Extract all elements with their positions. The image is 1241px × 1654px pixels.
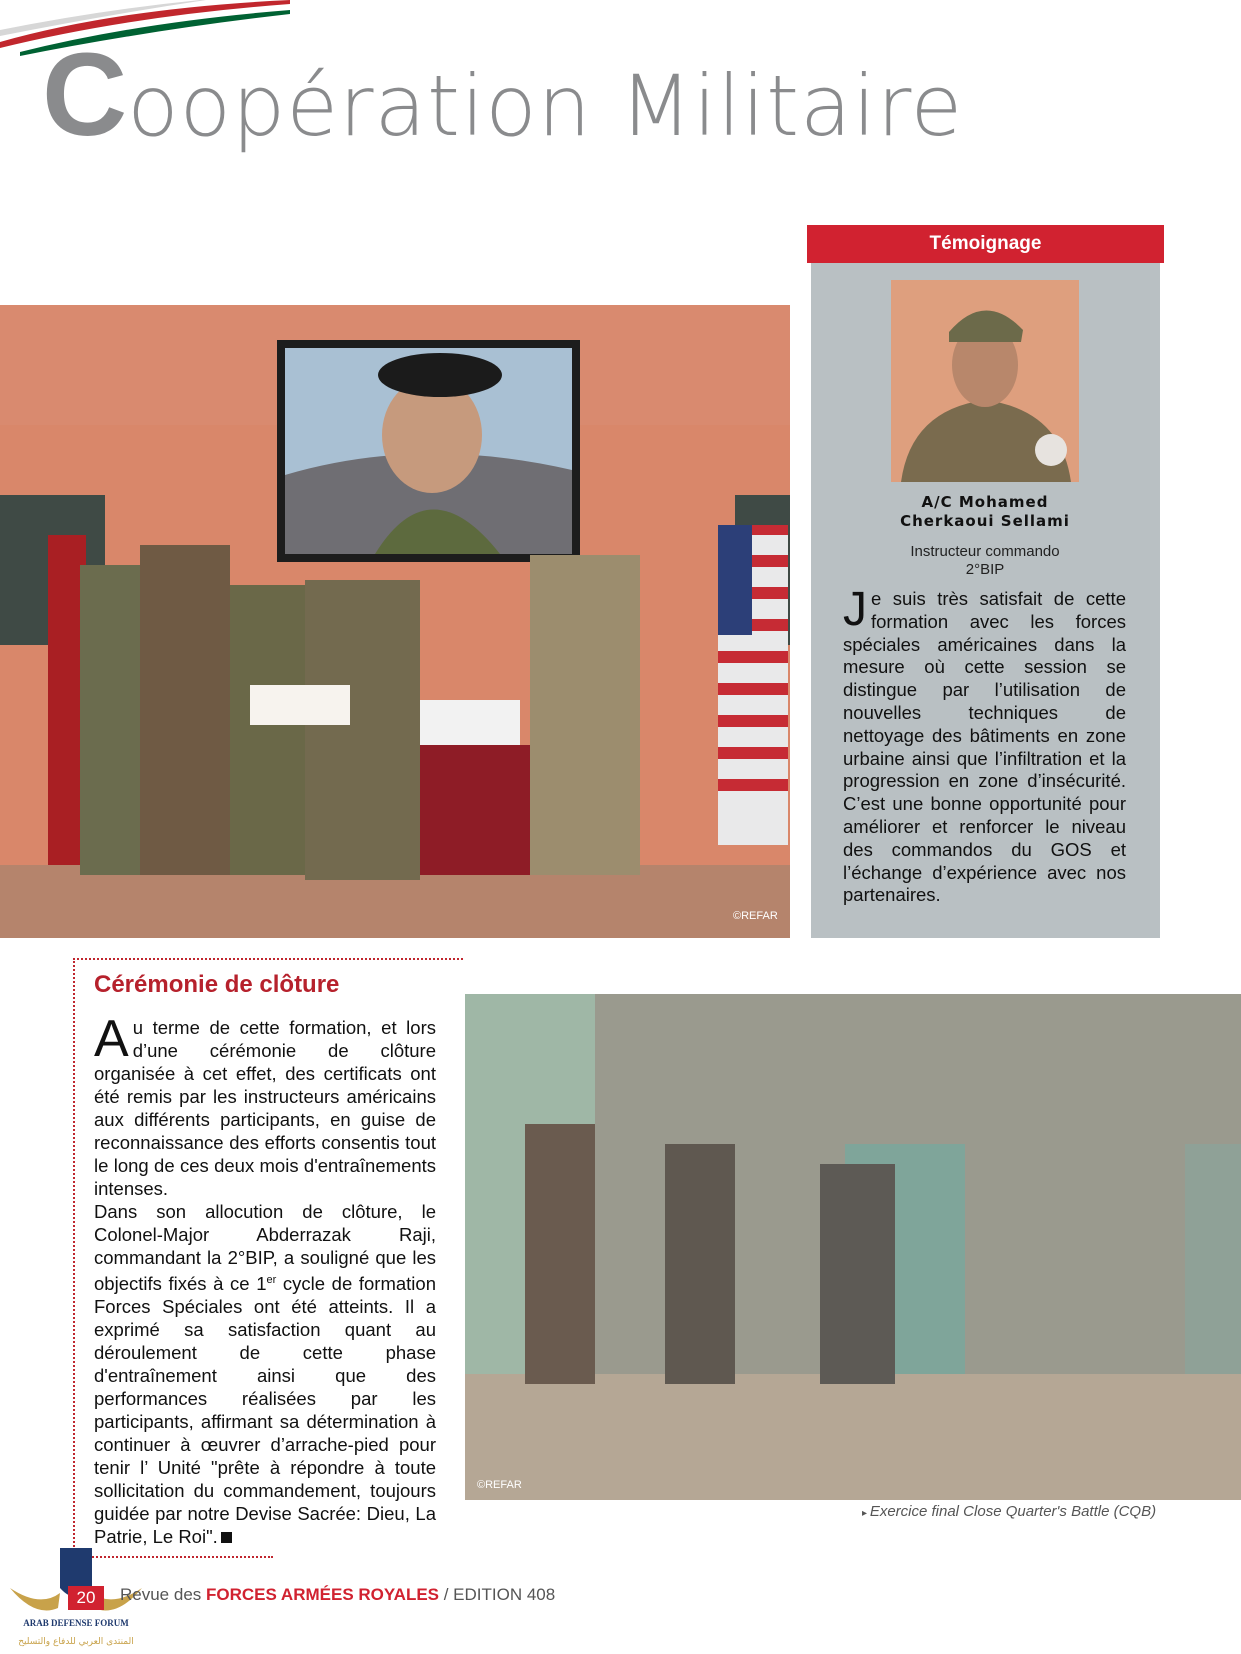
person-role [840, 543, 1130, 579]
person-name [840, 493, 1130, 531]
ceremony-photo [0, 305, 790, 938]
person-name-line2: Cherkaoui Sellami [900, 512, 1070, 530]
article-para2-b: cycle de formation Forces Spéciales ont été atteints. Il a exprimé sa satisfaction quant au déroulement de cette phase d'entraînement ainsi que des performances réalisées par les participants, affirmant sa détermination à continuer à œuvrer d’arrache-pied pour tenir l’ Unité "prête à répondre à toute sollicitation du commandement, toujours guidée par notre Devise Sacrée: Dieu, La Patrie, Le Roi". [94, 1273, 436, 1548]
title-rest: oopération Militaire [127, 57, 964, 155]
footer-publication [120, 1585, 555, 1605]
article-paragraph-2 [94, 1200, 436, 1548]
testimony-dropcap: J [843, 583, 867, 636]
article-para1-text: u terme de cette formation, et lors d’une cérémonie de clôture organisée à cet effet, des certificats ont été remis par les instructeurs américains aux différents participants, en guise de reconnaissance des efforts consentis tout le long de ces deux mois d'entraînements intenses. [94, 1017, 436, 1199]
testimony-header: Témoignage [807, 225, 1164, 263]
article-border-left [73, 958, 75, 1558]
person-role-line1: Instructeur commando [910, 543, 1060, 560]
photo-credit: ©REFAR [733, 910, 778, 922]
article-title: Cérémonie de clôture [94, 971, 340, 998]
page-number: 20 [68, 1586, 104, 1610]
svg-text:ARAB DEFENSE FORUM: ARAB DEFENSE FORUM [23, 1618, 129, 1628]
title-initial: C [42, 29, 128, 161]
section-title-header [42, 29, 964, 161]
caption-arrow-icon: ▸ [862, 1508, 870, 1519]
photo-credit-cqb: ©REFAR [477, 1479, 522, 1491]
footer-edition: / EDITION 408 [439, 1585, 556, 1604]
end-of-article-mark [221, 1532, 232, 1543]
portrait-photo [891, 280, 1079, 482]
footer-prefix: Revue des [120, 1585, 206, 1604]
testimony-body: e suis très satisfait de cette formation avec les forces spéciales américaines dans la mesure où cette session se distingue par l’utilisation de nouvelles techniques de nettoyage des bâtiments en zone urbaine ainsi que l’infiltration et la progression en zone d’insécurité. C’est une bonne opportunité pour améliorer et renforcer le niveau des commandos du GOS et l’échange d’expérience avec nos partenaires. [843, 588, 1126, 906]
article-para2-sup: er [266, 1274, 277, 1286]
article-text [94, 1010, 436, 1548]
photo-caption [862, 1503, 1156, 1520]
article-dropcap: A [94, 1010, 129, 1068]
person-name-line1: A/C Mohamed [921, 493, 1049, 511]
article-para2-a: Dans son allocution de clôture, le Colonel-Major Abderrazak Raji, commandant la 2°BIP, a souligné que les objectifs fixés à ce 1 [94, 1201, 436, 1295]
cqb-exercise-photo [465, 994, 1241, 1500]
testimony-text [843, 583, 1126, 907]
caption-text: Exercice final Close Quarter's Battle (CQB) [869, 1503, 1157, 1520]
article-paragraph-1 [94, 1010, 436, 1200]
svg-text:المنتدى العربي للدفاع والتسليح: المنتدى العربي للدفاع والتسليح [18, 1637, 134, 1647]
footer-brand: FORCES ARMÉES ROYALES [206, 1585, 440, 1604]
article-border-top [73, 958, 463, 960]
person-role-line2: 2°BIP [965, 561, 1005, 578]
